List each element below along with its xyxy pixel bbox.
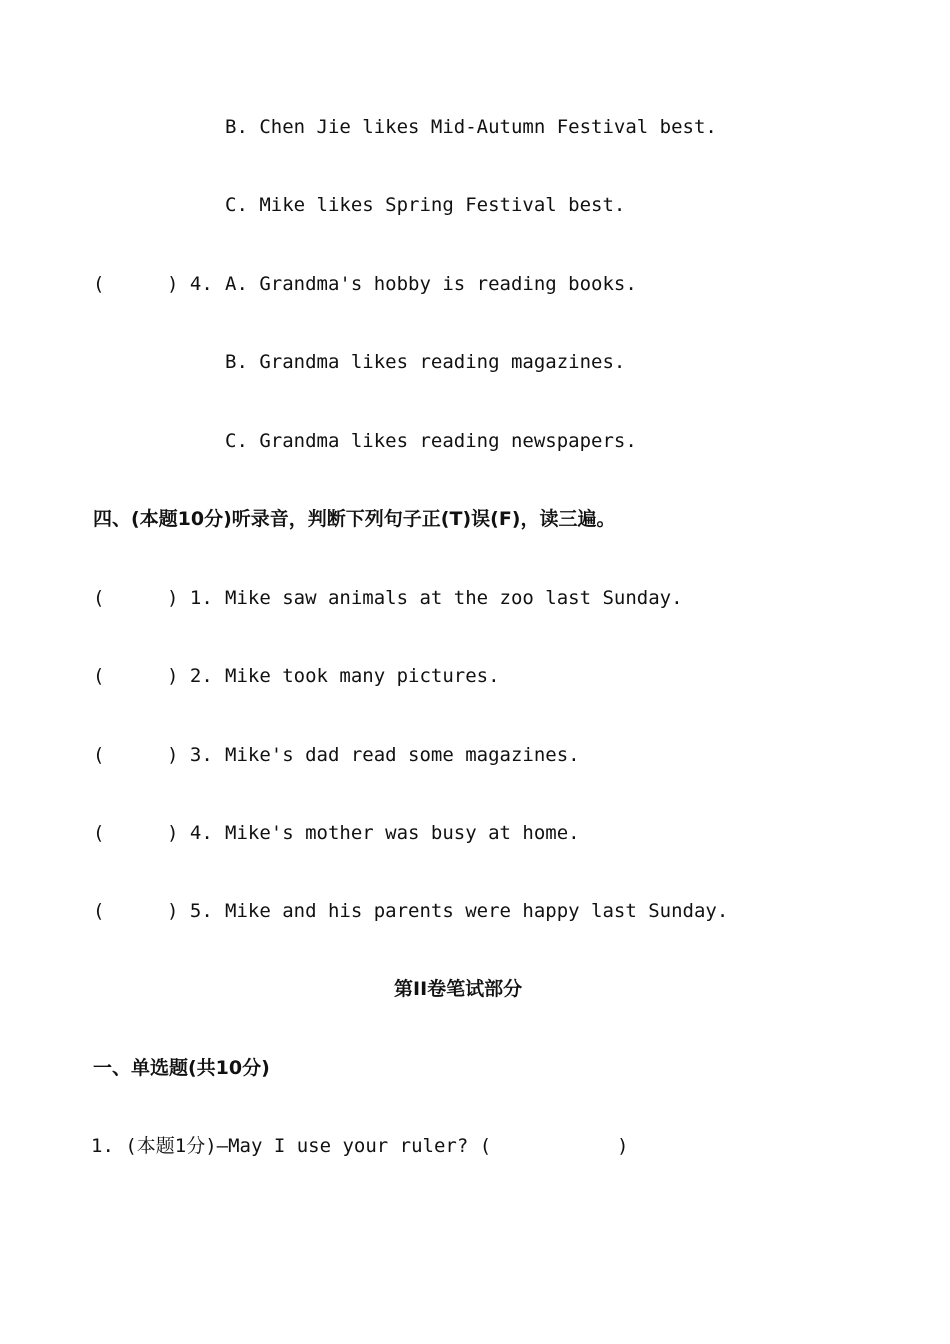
section4-heading: 四、(本题10分)听录音，判断下列句子正(T)误(F)，读三遍。 <box>93 508 616 530</box>
option-c-q4: C. Grandma likes reading newspapers. <box>225 430 637 452</box>
option-c-q3: C. Mike likes Spring Festival best. <box>225 194 626 216</box>
tf-item-text: Mike and his parents were happy last Sunday. <box>225 900 729 922</box>
answer-paren-close: ) 4. <box>167 822 213 844</box>
answer-paren-close: ) 2. <box>167 665 213 687</box>
option-b-q4: B. Grandma likes reading magazines. <box>225 351 626 373</box>
answer-paren-open: ( <box>93 665 105 687</box>
answer-paren-open: ( <box>93 822 105 844</box>
tf-item-text: Mike's dad read some magazines. <box>225 744 580 766</box>
answer-paren-close-q4: ) 4. <box>167 273 213 295</box>
answer-paren-close: ) 5. <box>167 900 213 922</box>
tf-item-text: Mike took many pictures. <box>225 665 500 687</box>
answer-paren-close: ) 1. <box>167 587 213 609</box>
section1-heading: 一、单选题(共10分) <box>93 1057 270 1079</box>
option-a-q4: A. Grandma's hobby is reading books. <box>225 273 637 295</box>
part2-title: 第II卷笔试部分 <box>394 978 523 1000</box>
answer-paren-open: ( <box>93 744 105 766</box>
option-b-q3: B. Chen Jie likes Mid-Autumn Festival best. <box>225 116 717 138</box>
answer-paren-close: ) 3. <box>167 744 213 766</box>
tf-item-text: Mike's mother was busy at home. <box>225 822 580 844</box>
answer-paren-open: ( <box>93 587 105 609</box>
question-1: 1. (本题1分)—May I use your ruler? ( ) <box>91 1135 629 1157</box>
tf-item-text: Mike saw animals at the zoo last Sunday. <box>225 587 683 609</box>
answer-paren-open-q4: ( <box>93 273 105 295</box>
answer-paren-open: ( <box>93 900 105 922</box>
